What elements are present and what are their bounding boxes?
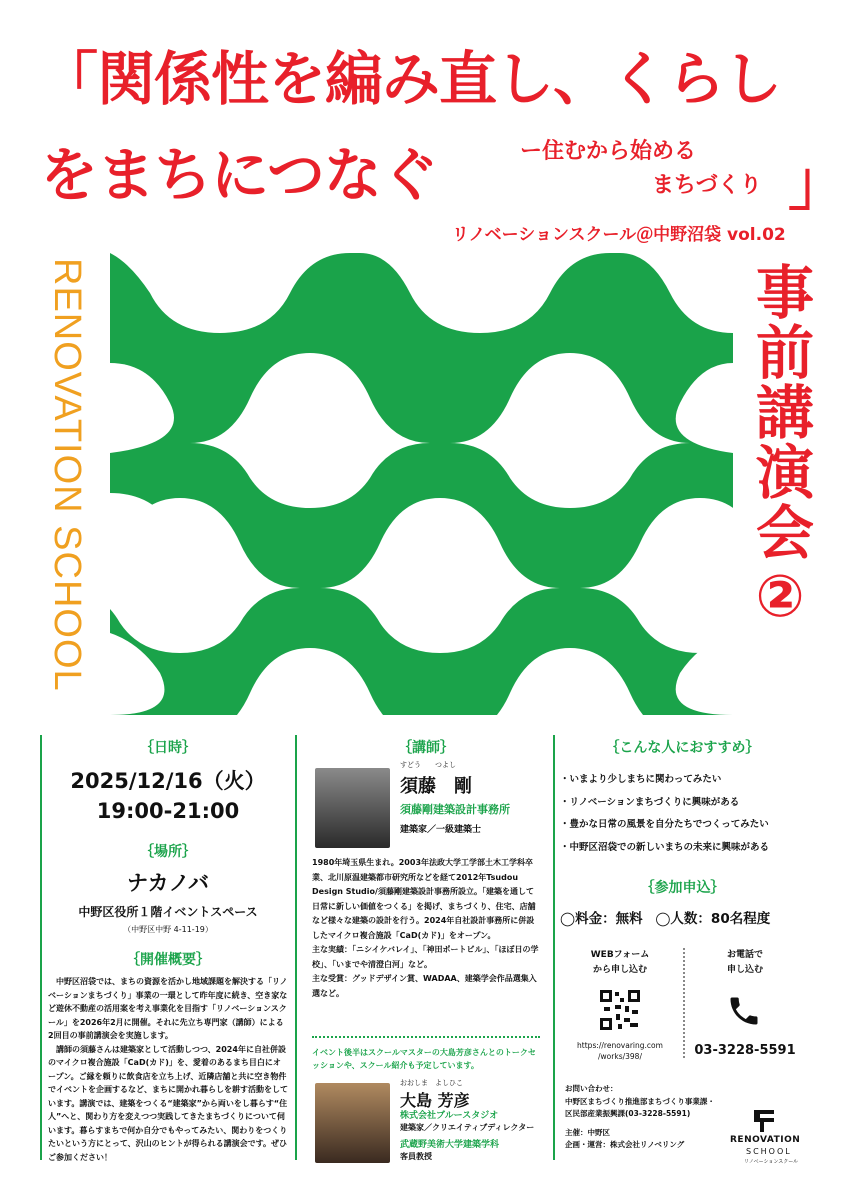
venue-place: 中野区役所１階イベントスペース xyxy=(78,905,258,919)
url-line1: https://renovaring.com xyxy=(577,1041,663,1050)
series-label: リノベーションスクール＠中野沼袋 vol.02 xyxy=(452,225,786,245)
brand-vertical-text: RENOVATION SCHOOL xyxy=(46,258,88,692)
url-line2: /works/398/ xyxy=(598,1052,642,1061)
recommend-item: ・豊かな日常の風景を自分たちでつくってみたい xyxy=(560,819,769,830)
talk-note: イベント後半はスクールマスターの大島芳彦さんとのトークセッションや、スクール紹介も予定しています。 xyxy=(312,1048,536,1070)
middle-column xyxy=(310,735,542,757)
contact-label: お問い合わせ： xyxy=(565,1084,618,1093)
phone-label-line2: 申し込む xyxy=(726,965,763,975)
recommend-list xyxy=(560,769,805,859)
apply-fee: ◯料金：無料 xyxy=(560,911,643,927)
venue-name: ナカノバ xyxy=(127,871,209,895)
overview-paragraph-2: 講師の須藤さんは建築家として活動しつつ、2024年に自社併設のマイクロ複合施設「CaD(カド)」を、愛着のあるまち目白にオープン。ご縁を頼りに飲食店を立ち上げ、近隣店舗と共に空き物件でイベントを企画するなど、まちに開かれ暮らしを耕す活動をしています。講演では、建築をつくる“建築家”から両いをし暮らす“住人”へと、関わり方を変えつつ実践してきたまちづくりについて伺います。暮らすまちで何か自分でもやってみたい、関わりをつくりたいという方にとって、沢山のヒントが得られる講演会です。ぜひご参加ください！ xyxy=(48,1044,288,1162)
headline-close-bracket: 」 xyxy=(788,149,848,219)
footer-logo-jp: リノベーションスクール xyxy=(744,1159,799,1165)
master-school: 武蔵野美術大学建築学科 xyxy=(400,1140,500,1150)
footer-logo-main: RENOVATION xyxy=(730,1135,801,1145)
master-company: 株式会社ブルースタジオ xyxy=(400,1111,499,1121)
qr-code[interactable] xyxy=(600,990,640,1030)
lecturer-office: 須藤剛建築設計事務所 xyxy=(400,803,510,816)
lecturer-bio-block xyxy=(312,856,540,1001)
lecturer-works: 主な実績：「ニシイケバレイ」、「神田ポートビル」、「ほぼ日の学校」、「いまでや清澄白河」など。 xyxy=(312,945,539,969)
master-photo xyxy=(315,1083,390,1163)
apply-heading: ｛参加申込｝ xyxy=(640,880,725,896)
master-name: 大島 芳彦 xyxy=(400,1091,470,1110)
lecturer-photo xyxy=(315,768,390,848)
web-url[interactable] xyxy=(565,1040,675,1062)
contact-organizer: 企画・運営：株式会社リノベリング xyxy=(565,1140,685,1149)
green-pattern-graphic xyxy=(110,253,733,715)
dotted-separator xyxy=(312,1036,540,1038)
recommend-item: ・リノベーションまちづくりに興味がある xyxy=(560,796,740,808)
event-vertical-title: 事前講演会② xyxy=(746,262,814,632)
divider-middle xyxy=(295,735,297,1160)
apply-conditions xyxy=(560,907,805,927)
divider-right xyxy=(553,735,555,1160)
lecturer-name: 須藤 剛 xyxy=(400,776,472,797)
overview-paragraph-1: 中野区沼袋では、まちの資源を活かし地域課題を解決する「リノベーションまちづくり」事業の一環として昨年度に続き、空き家など遊休不動産の活用案を考え事業化を目指す「リノベーションスクール」を2026年2月に開催。それに先立ち専門家（講師）による2回目の事前講演会を実施します。 xyxy=(48,977,288,1040)
phone-apply-label xyxy=(690,948,800,978)
web-label-line1: WEBフォーム xyxy=(590,950,650,960)
overview-heading: ｛開催概要｝ xyxy=(126,952,210,968)
left-column xyxy=(48,735,288,1164)
phone-label-line1: お電話で xyxy=(726,950,763,960)
contact-line1: 中野区まちづくり推進部まちづくり事業課・ xyxy=(565,1096,715,1106)
recommend-heading: ｛こんな人におすすめ｝ xyxy=(605,740,760,756)
master-role: 建築家／クリエイティブディレクター xyxy=(400,1123,535,1132)
lecturer-heading: ｛講師｝ xyxy=(398,740,454,756)
headline-sub-2: まちづくり xyxy=(652,173,762,198)
master-ruby: おおしま よしひこ xyxy=(400,1079,463,1087)
venue-address: （中野区中野 4-11-19） xyxy=(123,925,213,934)
phone-icon xyxy=(726,993,762,1029)
contact-host: 主催：中野区 xyxy=(565,1127,610,1137)
web-apply-label xyxy=(565,948,675,978)
event-date: 2025/12/16（火） xyxy=(70,769,266,793)
right-column xyxy=(560,735,805,927)
phone-number[interactable]: 03-3228-5591 xyxy=(694,1043,796,1058)
numa-logo: {{numa}} xyxy=(520,397,612,417)
renovation-school-logo-mark xyxy=(750,1108,778,1134)
apply-dotted-divider xyxy=(683,948,685,1058)
footer-logo-sub: SCHOOL xyxy=(746,1147,792,1156)
headline-sub-1: ー住むから始める xyxy=(520,139,697,164)
divider-left xyxy=(40,735,42,1160)
apply-capacity: ◯人数：80名程度 xyxy=(655,911,771,927)
lecturer-awards: 主な受賞：グッドデザイン賞、WADAA、建築学会作品選集入選など。 xyxy=(312,974,537,998)
web-label-line2: から申し込む xyxy=(592,965,647,975)
contact-line2: 区民部産業振興課(03-3228-5591) xyxy=(565,1109,691,1118)
lecturer-ruby: すどう つよし xyxy=(400,761,456,769)
event-time: 19:00-21:00 xyxy=(96,799,240,823)
headline-line-1: 「関係性を編み直し、くらし xyxy=(40,45,782,113)
venue-heading: ｛場所｝ xyxy=(140,844,196,860)
lecturer-role: 建築家／一級建築士 xyxy=(400,825,482,835)
lecturer-bio: 1980年埼玉県生まれ。2003年法政大学工学部土木工学科卒業、北川原温建築都市研究所などを経て2012年Tsudou Design Studio/須藤剛建築設計事務所設立。「建築を通して日常に新しい価値をつくる」を掲げ、まちづくり、住宅、店舗など様々な建築の設計を行う。2024年自社設計事務所に併設したマイクロ複合施設「CaD(カド)」をオープン。 xyxy=(312,858,536,940)
master-title: 客員教授 xyxy=(400,1152,432,1161)
headline-line-2: をまちにつなぐ xyxy=(40,141,438,209)
recommend-item: ・中野区沼袋での新しいまちの未来に興味がある xyxy=(560,841,770,853)
datetime-heading: ｛日時｝ xyxy=(140,740,196,756)
recommend-item: ・いまより少しまちに関わってみたい xyxy=(560,774,722,785)
